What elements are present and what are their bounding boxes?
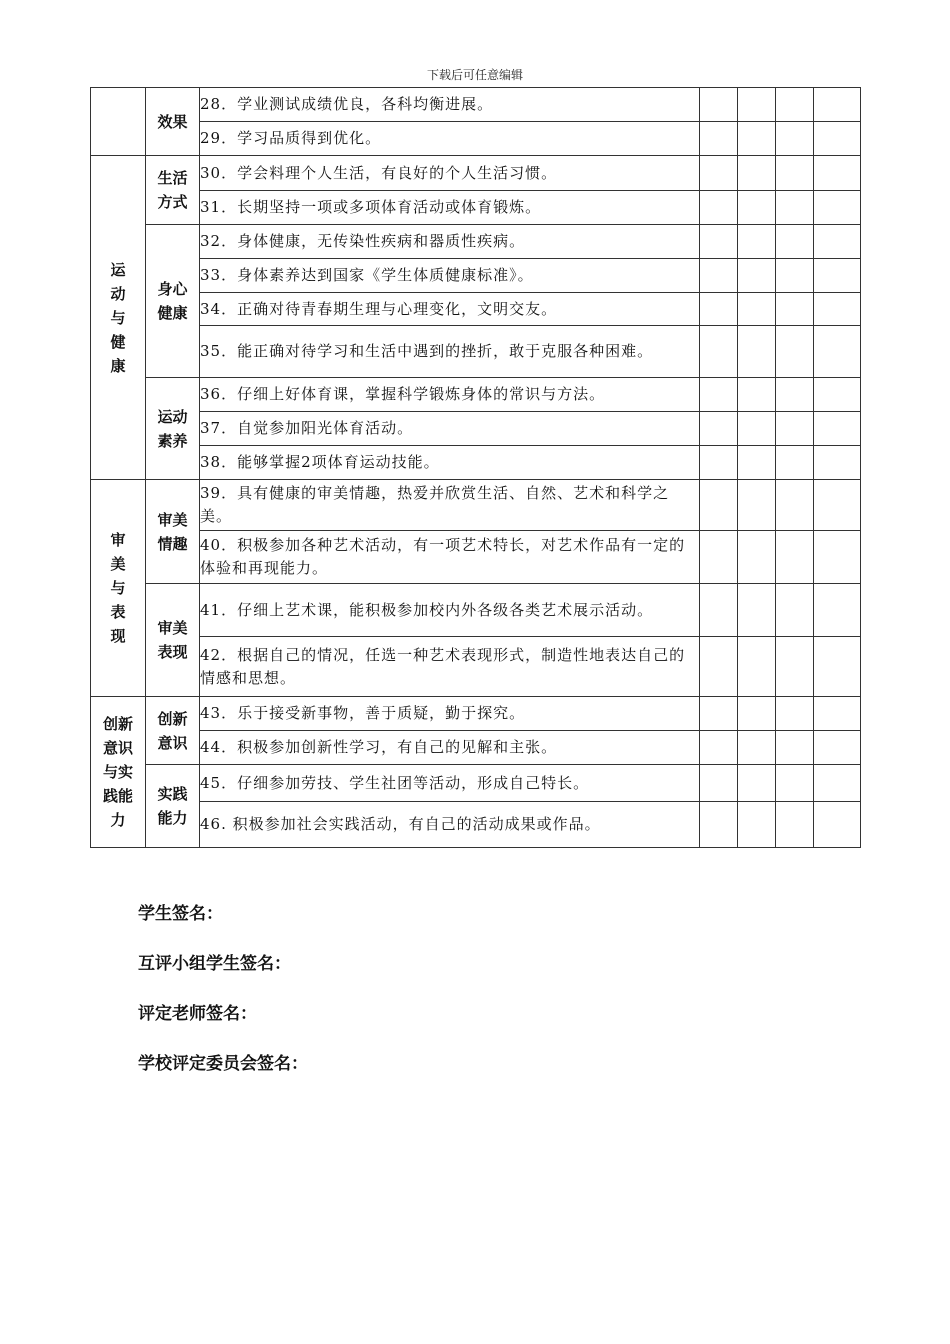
score-cell[interactable]: [814, 412, 861, 446]
score-cell[interactable]: [700, 584, 738, 637]
score-cell[interactable]: [814, 531, 861, 584]
score-cell[interactable]: [700, 88, 738, 122]
score-cell[interactable]: [776, 531, 814, 584]
criterion-text: 45．仔细参加劳技、学生社团等活动，形成自己特长。: [200, 765, 700, 802]
table-row: [91, 156, 861, 191]
score-cell[interactable]: [814, 326, 861, 378]
score-cell[interactable]: [738, 122, 776, 156]
subcategory-cell: 身心健康: [146, 225, 200, 378]
table-row: [91, 122, 861, 156]
score-cell[interactable]: [700, 122, 738, 156]
score-cell[interactable]: [814, 122, 861, 156]
score-cell[interactable]: [738, 697, 776, 731]
score-cell[interactable]: [738, 765, 776, 802]
score-cell[interactable]: [814, 480, 861, 531]
table-row: [91, 765, 861, 802]
table-row: [91, 731, 861, 765]
criterion-text: 30．学会料理个人生活，有良好的个人生活习惯。: [200, 156, 700, 191]
score-cell[interactable]: [814, 191, 861, 225]
score-cell[interactable]: [738, 802, 776, 848]
signature-section: [138, 900, 308, 1100]
score-cell[interactable]: [738, 378, 776, 412]
score-cell[interactable]: [776, 731, 814, 765]
student-signature-label: 学生签名：: [138, 904, 223, 924]
subcategory-cell: 效果: [146, 88, 200, 156]
score-cell[interactable]: [700, 531, 738, 584]
score-cell[interactable]: [776, 326, 814, 378]
score-cell[interactable]: [776, 88, 814, 122]
criterion-text: 38．能够掌握2项体育运动技能。: [200, 446, 700, 480]
score-cell[interactable]: [738, 480, 776, 531]
score-cell[interactable]: [738, 88, 776, 122]
subcategory-cell: 实践能力: [146, 765, 200, 848]
score-cell[interactable]: [738, 584, 776, 637]
score-cell[interactable]: [776, 412, 814, 446]
subcategory-cell: 生活方式: [146, 156, 200, 225]
criterion-text: 39．具有健康的审美情趣，热爱并欣赏生活、自然、艺术和科学之美。: [200, 480, 700, 531]
score-cell[interactable]: [738, 531, 776, 584]
score-cell[interactable]: [814, 225, 861, 259]
table-row: [91, 637, 861, 697]
subcategory-cell: 审美表现: [146, 584, 200, 697]
criterion-text: 31．长期坚持一项或多项体育活动或体育锻炼。: [200, 191, 700, 225]
score-cell[interactable]: [738, 191, 776, 225]
subcategory-cell: 创新意识: [146, 697, 200, 765]
subcategory-cell: 审美情趣: [146, 480, 200, 584]
score-cell[interactable]: [700, 637, 738, 697]
criterion-text: 42．根据自己的情况，任选一种艺术表现形式，制造性地表达自己的情感和思想。: [200, 637, 700, 697]
score-cell[interactable]: [700, 293, 738, 326]
score-cell[interactable]: [776, 293, 814, 326]
score-cell[interactable]: [700, 191, 738, 225]
table-row: [91, 191, 861, 225]
score-cell[interactable]: [814, 697, 861, 731]
score-cell[interactable]: [814, 259, 861, 293]
table-row: [91, 88, 861, 122]
score-cell[interactable]: [700, 480, 738, 531]
table-row: [91, 802, 861, 848]
criterion-text: 33．身体素养达到国家《学生体质健康标准》。: [200, 259, 700, 293]
score-cell[interactable]: [814, 378, 861, 412]
criterion-text: 32．身体健康，无传染性疾病和器质性疾病。: [200, 225, 700, 259]
criterion-text: 35．能正确对待学习和生活中遇到的挫折，敢于克服各种困难。: [200, 326, 700, 378]
criterion-text: 41．仔细上艺术课，能积极参加校内外各级各类艺术展示活动。: [200, 584, 700, 637]
score-cell[interactable]: [700, 697, 738, 731]
score-cell[interactable]: [700, 765, 738, 802]
score-cell[interactable]: [738, 293, 776, 326]
score-cell[interactable]: [700, 259, 738, 293]
peer-group-signature-label: 互评小组学生签名：: [138, 954, 291, 974]
score-cell[interactable]: [776, 259, 814, 293]
table-row: [91, 378, 861, 412]
criterion-text: 28．学业测试成绩优良，各科均衡进展。: [200, 88, 700, 122]
score-cell[interactable]: [738, 156, 776, 191]
evaluation-table: [90, 87, 861, 848]
school-committee-signature-label: 学校评定委员会签名：: [138, 1054, 308, 1074]
table-row: [91, 584, 861, 637]
score-cell[interactable]: [776, 225, 814, 259]
teacher-signature-label: 评定老师签名：: [138, 1004, 257, 1024]
category-cell: 审美与表现: [91, 480, 146, 697]
criterion-text: 34．正确对待青春期生理与心理变化，文明交友。: [200, 293, 700, 326]
score-cell[interactable]: [776, 637, 814, 697]
score-cell[interactable]: [776, 584, 814, 637]
score-cell[interactable]: [738, 731, 776, 765]
score-cell[interactable]: [776, 378, 814, 412]
score-cell[interactable]: [700, 225, 738, 259]
subcategory-cell: 运动素养: [146, 378, 200, 480]
category-cell: [91, 88, 146, 156]
table-row: [91, 531, 861, 584]
criterion-text: 46. 积极参加社会实践活动，有自己的活动成果或作品。: [200, 802, 700, 848]
table-row: [91, 225, 861, 259]
score-cell[interactable]: [738, 259, 776, 293]
score-cell[interactable]: [776, 697, 814, 731]
table-row: [91, 480, 861, 531]
score-cell[interactable]: [738, 225, 776, 259]
score-cell[interactable]: [814, 584, 861, 637]
table-row: [91, 259, 861, 293]
score-cell[interactable]: [700, 156, 738, 191]
table-row: [91, 446, 861, 480]
criterion-text: 40．积极参加各种艺术活动，有一项艺术特长，对艺术作品有一定的体验和再现能力。: [200, 531, 700, 584]
category-cell: 运动与健康: [91, 156, 146, 480]
score-cell[interactable]: [814, 637, 861, 697]
score-cell[interactable]: [776, 802, 814, 848]
score-cell[interactable]: [814, 88, 861, 122]
table-row: [91, 326, 861, 378]
score-cell[interactable]: [776, 122, 814, 156]
score-cell[interactable]: [776, 156, 814, 191]
score-cell[interactable]: [738, 326, 776, 378]
score-cell[interactable]: [700, 326, 738, 378]
score-cell[interactable]: [776, 191, 814, 225]
page-header: 下载后可任意编辑: [426, 68, 523, 82]
score-cell[interactable]: [700, 802, 738, 848]
table-row: [91, 412, 861, 446]
score-cell[interactable]: [814, 156, 861, 191]
score-cell[interactable]: [814, 293, 861, 326]
score-cell[interactable]: [738, 446, 776, 480]
score-cell[interactable]: [776, 765, 814, 802]
criterion-text: 29．学习品质得到优化。: [200, 122, 700, 156]
score-cell[interactable]: [700, 446, 738, 480]
criterion-text: 37．自觉参加阳光体育活动。: [200, 412, 700, 446]
score-cell[interactable]: [814, 802, 861, 848]
score-cell[interactable]: [776, 480, 814, 531]
score-cell[interactable]: [700, 412, 738, 446]
criterion-text: 36．仔细上好体育课，掌握科学锻炼身体的常识与方法。: [200, 378, 700, 412]
score-cell[interactable]: [814, 765, 861, 802]
score-cell[interactable]: [700, 378, 738, 412]
category-cell: 创新意识与实践能力: [91, 697, 146, 848]
score-cell[interactable]: [814, 731, 861, 765]
criterion-text: 43．乐于接受新事物，善于质疑，勤于探究。: [200, 697, 700, 731]
score-cell[interactable]: [814, 446, 861, 480]
score-cell[interactable]: [738, 637, 776, 697]
table-row: [91, 293, 861, 326]
criterion-text: 44．积极参加创新性学习，有自己的见解和主张。: [200, 731, 700, 765]
score-cell[interactable]: [700, 731, 738, 765]
score-cell[interactable]: [738, 412, 776, 446]
table-row: [91, 697, 861, 731]
score-cell[interactable]: [776, 446, 814, 480]
